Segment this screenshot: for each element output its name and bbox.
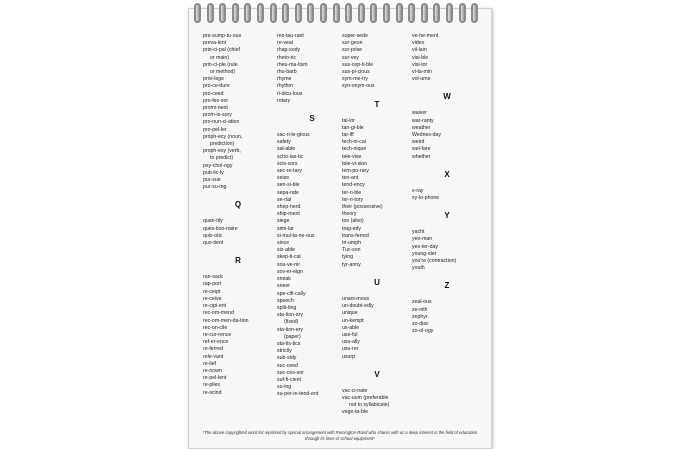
word-entry: ten-ant: [342, 175, 359, 182]
word-entry: weird: [412, 139, 425, 146]
word-entry: scho-las-tic: [277, 153, 304, 160]
word-entry: syn-onym-ous: [342, 83, 375, 90]
word-entry: zephyr: [412, 313, 428, 320]
word-entry: usu-rer: [342, 346, 359, 353]
word-entry: sur-vey: [342, 54, 360, 61]
word-entry: sta-tion-ery: [277, 326, 303, 333]
word-entry: siege: [277, 218, 290, 225]
spiral-coil: [345, 3, 352, 23]
word-entry: psy-chol-ogy: [203, 162, 233, 169]
word-entry: proph-esy (verb,: [203, 148, 241, 155]
word-entry: re-nown: [203, 367, 222, 374]
word-entry: pro-ce-dure: [203, 83, 230, 90]
word-entry: their (possessive): [342, 204, 383, 211]
word-entry: pro-pel-ler: [203, 126, 227, 133]
word-entry: tai-lor: [342, 117, 355, 124]
word-entry: too (also): [342, 218, 364, 225]
word-entry: tend-ency: [342, 182, 365, 189]
word-entry: Tuc-son: [342, 247, 361, 254]
word-entry: prin-ci-ple (rule: [203, 61, 238, 68]
word-entry: x-ray: [412, 187, 424, 194]
word-entry: tyr-anny: [342, 261, 361, 268]
word-entry: you're (contraction): [412, 258, 457, 265]
word-entry: se-rial: [277, 196, 292, 203]
word-note: to predict): [210, 155, 234, 162]
spiral-coil: [459, 3, 466, 23]
word-entry: pur-su-ing: [203, 184, 227, 191]
word-entry: sneer: [277, 283, 290, 290]
section-letter: U: [374, 277, 380, 287]
word-entry: tech-nique: [342, 146, 367, 153]
word-entry: rhu-barb: [277, 69, 297, 76]
word-note: prediction): [210, 141, 235, 148]
word-entry: zo-diac: [412, 321, 429, 328]
word-entry: re-scind: [203, 389, 222, 396]
word-column-1: [203, 33, 273, 397]
word-entry: rhyme: [277, 76, 292, 83]
word-entry: su-per-in-tend-ent: [277, 391, 319, 398]
spiral-coil: [370, 3, 377, 23]
word-entry: sym-me-try: [342, 76, 368, 83]
word-entry: ques-tion-naire: [203, 225, 238, 232]
spiral-coil: [396, 3, 403, 23]
spiral-coil: [446, 3, 453, 23]
spiral-coil: [194, 3, 201, 23]
spiral-coil: [421, 3, 428, 23]
word-entry: pro-ceed: [203, 90, 224, 97]
word-entry: Wednes-day: [412, 132, 442, 139]
word-entry: rheu-ma-tism: [277, 61, 308, 68]
spiral-coil: [257, 3, 264, 23]
word-entry: suc-ces-sor: [277, 369, 304, 376]
word-entry: seize: [277, 175, 290, 182]
word-entry: pre-sump-tu-ous: [203, 33, 242, 39]
word-entry: ter-ri-tory: [342, 196, 364, 203]
word-entry: since: [277, 240, 290, 247]
word-entry: suc-ceed: [277, 362, 299, 369]
word-entry: yeo-man: [412, 236, 433, 243]
word-entry: vac-ci-nate: [342, 387, 368, 394]
section-letter: Z: [444, 281, 450, 291]
word-entry: tar-iff: [342, 132, 354, 139]
word-entry: sur-geon: [342, 40, 363, 47]
word-entry: re-ferred: [203, 346, 223, 353]
word-entry: re-lief: [203, 360, 216, 367]
word-entry: tri-umph: [342, 240, 362, 247]
word-entry: re-ceive: [203, 295, 222, 302]
word-entry: rheto-ric: [277, 54, 297, 61]
spiral-coil: [358, 3, 365, 23]
word-entry: pur-sue: [203, 177, 221, 184]
word-entry: proph-ecy (noun,: [203, 133, 243, 140]
word-entry: su-ing: [277, 384, 292, 391]
word-entry: re-plies: [203, 382, 221, 389]
section-letter: W: [443, 92, 451, 102]
word-entry: re-ceipt: [203, 288, 221, 295]
word-entry: spe-cifi-cally: [277, 290, 306, 297]
word-entry: us-able: [342, 324, 360, 331]
word-entry: rec-on-cile: [203, 324, 228, 331]
spiral-coil: [333, 3, 340, 23]
word-entry: rele-vant: [203, 353, 224, 360]
word-entry: ve-he-ment: [412, 33, 439, 39]
word-entry: ter-ri-ble: [342, 189, 362, 196]
section-letter: S: [309, 114, 315, 124]
spiral-coil: [219, 3, 226, 23]
word-entry: tying: [342, 254, 353, 261]
word-entry: theory: [342, 211, 357, 218]
word-entry: sou-ve-nir: [277, 261, 301, 268]
word-entry: visi-tor: [412, 61, 428, 68]
word-entry: sal-able: [277, 146, 296, 153]
spiral-coil: [320, 3, 327, 23]
word-entry: vi-ta-min: [412, 69, 432, 76]
word-entry: super-sede: [342, 33, 368, 39]
word-column-2: [277, 33, 347, 399]
word-entry: ri-dicu-lous: [277, 90, 303, 97]
word-entry: re-cipi-ent: [203, 303, 227, 310]
word-entry: prin-ci-pal (chief: [203, 47, 240, 54]
word-entry: rap-port: [203, 281, 222, 288]
word-entry: pro-fes-sor: [203, 97, 229, 104]
word-entry: vege-ta-ble: [342, 409, 368, 416]
word-entry: usu-ally: [342, 339, 360, 346]
section-letter: V: [374, 369, 380, 379]
word-entry: zo-ol-ogy: [412, 328, 434, 335]
spiral-coil: [433, 3, 440, 23]
word-entry: unique: [342, 310, 358, 317]
word-entry: sus-pi-cious: [342, 69, 370, 76]
word-entry: trans-ferred: [342, 232, 369, 239]
word-entry: rec-om-men-da-tion: [203, 317, 249, 324]
word-entry: split-ting: [277, 304, 297, 311]
word-entry: sta-tion-ary: [277, 312, 303, 319]
word-entry: quan-tity: [203, 218, 223, 225]
word-entry: sov-er-eign: [277, 268, 303, 275]
word-entry: shep-herd: [277, 204, 301, 211]
word-entry: usurp: [342, 353, 355, 360]
word-entry: res-tau-rant: [277, 33, 304, 39]
word-entry: safety: [277, 139, 291, 146]
word-entry: unani-mous: [342, 295, 370, 302]
word-entry: ran-sack: [203, 274, 223, 281]
word-entry: tele-vi-sion: [342, 160, 368, 167]
word-column-3: [342, 33, 412, 417]
word-entry: pro-nun-ci-ation: [203, 119, 240, 126]
word-entry: sac-ri-le-gious: [277, 132, 310, 139]
word-entry: siz-able: [277, 247, 295, 254]
word-entry: strictly: [277, 348, 292, 355]
word-note: not to syllabicate): [349, 402, 390, 409]
word-entry: re-pel-lent: [203, 375, 227, 382]
word-entry: re-veal: [277, 40, 293, 47]
word-entry: whether: [412, 153, 431, 160]
word-entry: sta-tis-tics: [277, 340, 301, 347]
word-entry: ref-er-ence: [203, 339, 229, 346]
word-entry: privi-lege: [203, 76, 225, 83]
word-entry: ship-ment: [277, 211, 300, 218]
word-entry: waiver: [412, 110, 427, 117]
word-entry: trag-edy: [342, 225, 362, 232]
word-entry: un-kempt: [342, 317, 364, 324]
word-entry: prom-is-sory: [203, 112, 232, 119]
word-entry: use-ful: [342, 331, 358, 338]
word-entry: rotary: [277, 97, 291, 104]
word-entry: rhythm: [277, 83, 293, 90]
spiral-coil: [295, 3, 302, 23]
word-entry: suf-fi-cient: [277, 376, 301, 383]
word-entry: pub-lic-ly: [203, 169, 224, 176]
section-letter: Q: [234, 200, 242, 210]
section-letter: X: [444, 169, 450, 179]
word-entry: sub-sidy: [277, 355, 297, 362]
spiral-coil: [232, 3, 239, 23]
spiral-coil: [270, 3, 277, 23]
word-entry: youth: [412, 265, 425, 272]
word-entry: xy-lo-phone: [412, 195, 440, 202]
word-entry: sepa-rate: [277, 189, 299, 196]
word-entry: war-ranty: [412, 117, 434, 124]
word-entry: tan-gi-ble: [342, 124, 364, 131]
word-entry: wel-fare: [412, 146, 431, 153]
word-entry: sur-prise: [342, 47, 363, 54]
word-entry: un-doubt-edly: [342, 303, 374, 310]
word-entry: si-mul-ta-ne-ous: [277, 232, 315, 239]
word-entry: skep-ti-cal: [277, 254, 301, 261]
spiral-coil: [408, 3, 415, 23]
word-entry: tem-po-rary: [342, 168, 369, 175]
word-entry: vil-lain: [412, 47, 427, 54]
spiral-coil: [383, 3, 390, 23]
spiral-coil: [244, 3, 251, 23]
word-entry: rec-om-mend: [203, 310, 234, 317]
section-letter: Y: [444, 211, 450, 221]
word-entry: visi-ble: [412, 54, 429, 61]
spiral-binding: [194, 0, 486, 26]
word-entry: young-ster: [412, 250, 437, 257]
word-entry: re-cur-rence: [203, 331, 232, 338]
spiral-coil: [207, 3, 214, 23]
footnote: *The above copyrighted word list reprinted by special arrangement with Remington-Rand who shares with us a deep interest in the field of education through its lines of school equipment*: [202, 430, 478, 441]
word-entry: quix-otic: [203, 232, 223, 239]
word-entry: scis-sors: [277, 160, 298, 167]
word-entry: zeal-ous: [412, 299, 432, 306]
word-entry: vac-uum (preferable: [342, 394, 389, 401]
spiral-coil: [282, 3, 289, 23]
word-entry: simi-lar: [277, 225, 294, 232]
section-letter: T: [374, 99, 380, 109]
word-note: (paper): [284, 333, 301, 340]
word-note: (fixed): [284, 319, 299, 326]
word-entry: promi-nent: [203, 105, 228, 112]
word-entry: sen-si-ble: [277, 182, 300, 189]
word-entry: quo-tient: [203, 240, 224, 247]
spiral-coil: [471, 3, 478, 23]
word-entry: sus-cep-ti-ble: [342, 61, 374, 68]
word-entry: sec-re-tary: [277, 168, 302, 175]
word-entry: ze-nith: [412, 306, 428, 313]
word-entry: preva-lent: [203, 40, 227, 47]
word-entry: video: [412, 40, 425, 47]
word-entry: speech: [277, 297, 294, 304]
word-column-4: [412, 33, 482, 335]
word-entry: vol-ume: [412, 76, 431, 83]
spiral-coil: [307, 3, 314, 23]
word-note: or method): [210, 69, 236, 76]
section-letter: R: [235, 256, 241, 266]
word-entry: yacht: [412, 229, 425, 236]
word-entry: yes-ter-day: [412, 243, 438, 250]
word-entry: weather: [412, 124, 431, 131]
word-note: or main): [210, 54, 230, 61]
word-entry: tele-vise: [342, 153, 362, 160]
word-entry: rhap-sody: [277, 47, 301, 54]
word-entry: tech-ni-cal: [342, 139, 366, 146]
word-entry: sneak: [277, 276, 291, 283]
